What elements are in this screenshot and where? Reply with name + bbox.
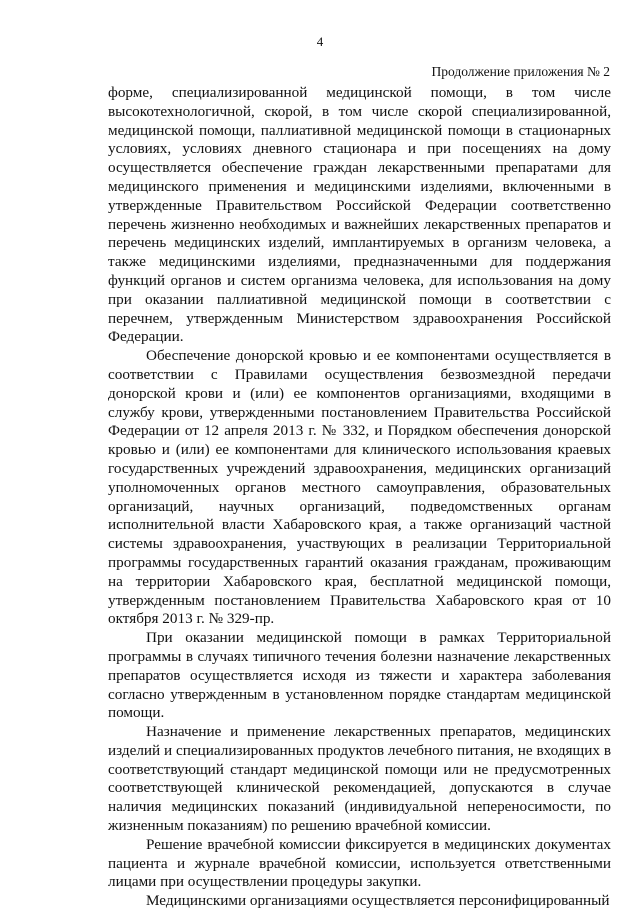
paragraph-non-standard-prescription: Назначение и применение лекарственных препаратов, медицинских изделий и специализированных продуктов лечебного питания, не входящих в соответствующий стандарт медицинской помощи или не предусмотренных соответствующей клинической рекомендацией, допускаются в случае наличия медицинских показаний (индивидуальной непереносимости, по жизненным показаниям) по решению врачебной комиссии. <box>108 723 611 835</box>
paragraph-donor-blood: Обеспечение донорской кровью и ее компонентами осуществляется в соответствии с Правилами осуществления безвозмездной передачи донорской крови и (или) ее компонентов организациями, входящими в службу крови, утвержденными постановлением Правительства Российской Федерации от 12 апреля 2013 г. № 332, и Порядком обеспечения донорской кровью и (или) ее компонентами для клинического использования краевых государственных учреждений здравоохранения, медицинских организаций уполномоченных органов местного самоуправления, образовательных организаций, научных организаций, подведомственных органам исполнительной власти Хабаровского края, а также организаций частной системы здравоохранения, участвующих в реализации Территориальной программы государственных гарантий оказания гражданам, проживающим на территории Хабаровского края, бесплатной медицинской помощи, утвержденным постановлением Правительства Хабаровского края от 10 октября 2013 г. № 329-пр. <box>108 347 611 628</box>
page-number: 4 <box>316 34 324 49</box>
paragraph-commission-decision: Решение врачебной комиссии фиксируется в медицинских документах пациента и журнале врачебной комиссии, используется ответственными лицами при осуществлении процедуры закупки. <box>108 835 611 891</box>
body-text <box>108 84 611 911</box>
paragraph-medication-provision: форме, специализированной медицинской помощи, в том числе высокотехнологичной, скорой, в том числе скорой специализированной, медицинской помощи, паллиативной медицинской помощи в стационарных условиях, условиях дневного стационара и при посещениях на дому осуществляется обеспечение граждан лекарственными препаратами для медицинского применения и медицинскими изделиями, включенными в утвержденные Правительством Российской Федерации соответственно перечень жизненно необходимых и важнейших лекарственных препаратов и перечень медицинских изделий, имплантируемых в организм человека, а также медицинскими изделиями, предназначенными для поддержания функций органов и систем организма человека, для использования на дому при оказании паллиативной медицинской помощи в соответствии с перечнем, утвержденным Министерством здравоохранения Российской Федерации. <box>108 84 611 346</box>
paragraph-personified-accounting: Медицинскими организациями осуществляется персонифицированный <box>146 892 610 910</box>
paragraph-prescription-standards: При оказании медицинской помощи в рамках Территориальной программы в случаях типичного течения болезни назначение лекарственных препаратов осуществляется исходя из тяжести и характера заболевания согласно утвержденным в установленном порядке стандартам медицинской помощи. <box>108 629 611 722</box>
appendix-continuation-note: Продолжение приложения № 2 <box>431 64 610 79</box>
